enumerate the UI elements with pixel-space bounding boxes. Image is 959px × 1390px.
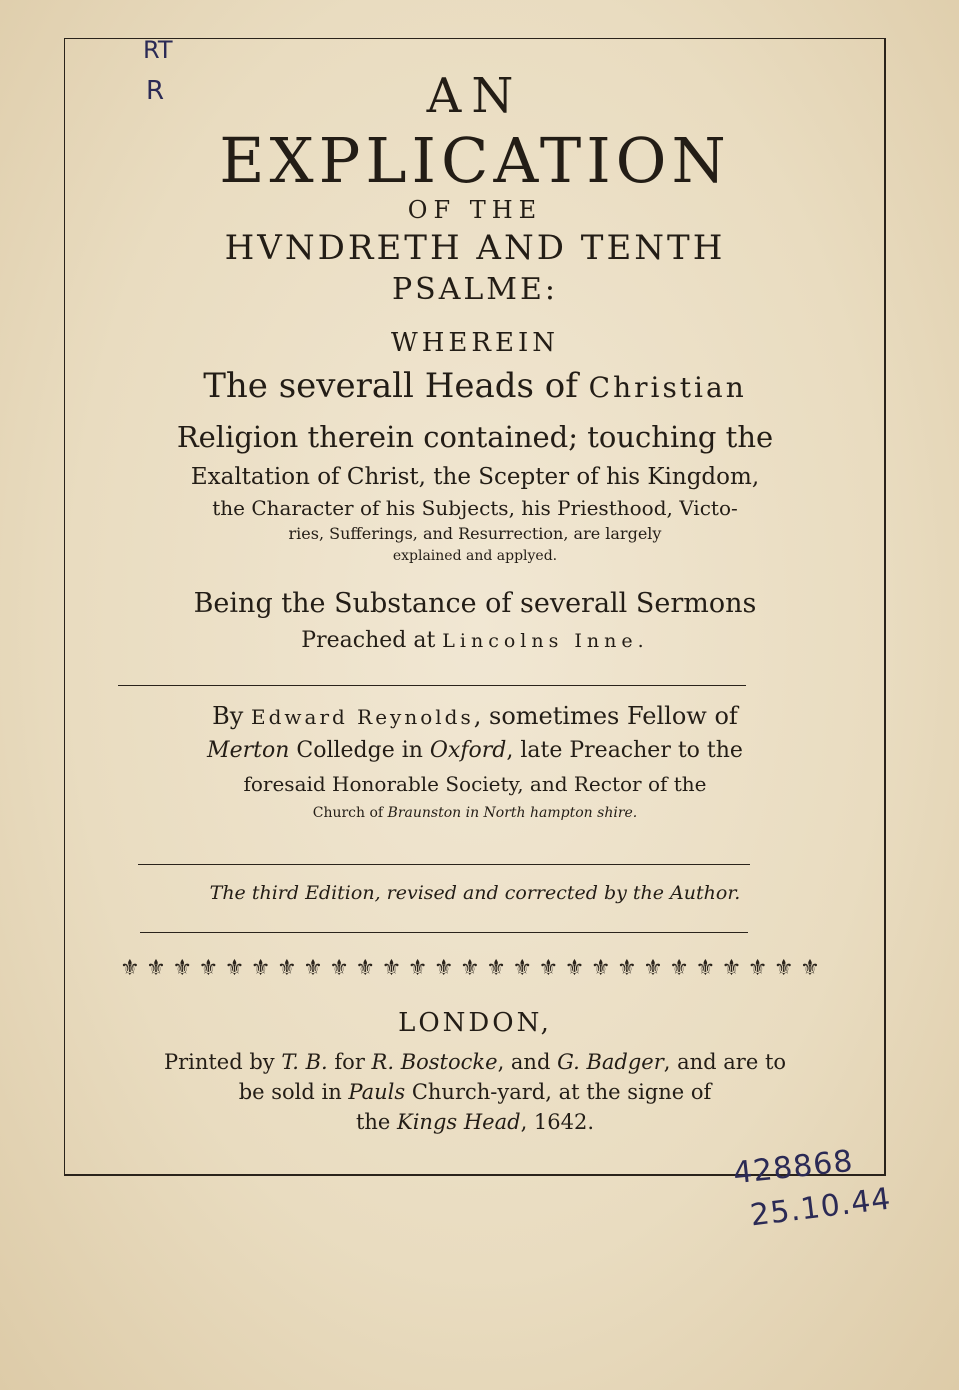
subtitle-line-1 [64, 366, 886, 406]
fleuron-icon: ⚜ [329, 956, 349, 981]
title-line-hundreth: HVNDRETH AND TENTH [224, 228, 726, 268]
subtitle-line-4: the Character of his Subjects, his Priesthood, Victo- [212, 496, 738, 520]
imprint-line-2 [64, 1080, 886, 1104]
imprint-badger: G. Badger [557, 1050, 664, 1074]
divider-2 [138, 864, 750, 865]
imprint-church-yard: Church-yard, at the signe of [405, 1080, 712, 1104]
author-line-3: foresaid Honorable Society, and Rector of the [243, 772, 707, 796]
sermons-line-2 [64, 628, 886, 653]
fleuron-icon: ⚜ [198, 956, 219, 981]
imprint-are-to: , and are to [663, 1050, 787, 1074]
handwritten-mark-rt: RT [143, 36, 173, 64]
imprint-bostocke: R. Bostocke [371, 1050, 498, 1074]
fleuron-icon: ⚜ [747, 956, 768, 981]
imprint-pauls: Pauls [348, 1080, 406, 1104]
imprint-and: , and [497, 1050, 558, 1074]
ornament-row [120, 958, 820, 980]
fleuron-icon: ⚜ [695, 956, 716, 981]
imprint-printer: T. B. [281, 1050, 328, 1074]
title-line-explication: EXPLICATION [219, 124, 731, 197]
fleuron-icon: ⚜ [433, 956, 454, 981]
fleuron-icon: ⚜ [721, 956, 742, 981]
author-line-2 [64, 738, 886, 763]
fleuron-icon: ⚜ [172, 956, 193, 981]
fleuron-icon: ⚜ [355, 956, 376, 981]
author-line-4 [64, 805, 886, 821]
title-line-of-the: OF THE [407, 196, 543, 224]
author-merton: Merton [207, 738, 290, 763]
author-colledge: Colledge in [289, 738, 430, 763]
fleuron-icon: ⚜ [773, 956, 794, 981]
author-braunston: Braunston in North hampton shire. [387, 805, 638, 821]
catalog-number: 428868 [731, 1143, 856, 1192]
subtitle-christian: Christian [588, 371, 747, 404]
sermons-line-1: Being the Substance of severall Sermons [193, 588, 757, 619]
fleuron-icon: ⚜ [146, 956, 166, 981]
imprint-the: the [355, 1110, 398, 1134]
subtitle-line-1-text: The severall Heads of [203, 366, 589, 406]
sermons-lincolns-inne: Lincolns Inne. [442, 630, 649, 652]
subtitle-wherein: WHEREIN [391, 328, 559, 358]
imprint-city: LONDON, [398, 1008, 552, 1038]
fleuron-icon: ⚜ [303, 956, 323, 981]
author-by: By [212, 702, 251, 730]
fleuron-icon: ⚜ [460, 956, 480, 981]
fleuron-icon: ⚜ [120, 956, 140, 981]
fleuron-icon: ⚜ [224, 956, 245, 981]
imprint-year: , 1642. [520, 1110, 595, 1134]
imprint-kings-head: Kings Head [397, 1110, 521, 1134]
fleuron-icon: ⚜ [800, 956, 820, 981]
fleuron-icon: ⚜ [486, 956, 506, 981]
edition-line: The third Edition, revised and corrected by the Author. [209, 882, 741, 904]
fleuron-icon: ⚜ [538, 956, 559, 981]
fleuron-icon: ⚜ [512, 956, 533, 981]
imprint-line-3 [64, 1110, 886, 1134]
author-line-1 [64, 702, 886, 730]
fleuron-icon: ⚜ [590, 956, 611, 981]
title-line-an: AN [426, 68, 524, 124]
fleuron-icon: ⚜ [669, 956, 690, 981]
fleuron-icon: ⚜ [564, 956, 585, 981]
handwritten-mark-r: R [146, 76, 165, 106]
fleuron-icon: ⚜ [276, 956, 297, 981]
imprint-line-1 [64, 1050, 886, 1074]
author-name: Edward Reynolds [251, 705, 474, 729]
fleuron-icon: ⚜ [407, 956, 428, 981]
author-oxford: Oxford [429, 738, 507, 763]
subtitle-line-5: ries, Sufferings, and Resurrection, are largely [288, 524, 662, 543]
fleuron-icon: ⚜ [381, 956, 402, 981]
imprint-for: for [327, 1050, 372, 1074]
sermons-line-2-text: Preached at [301, 628, 443, 653]
author-preacher: , late Preacher to the [506, 738, 743, 763]
imprint-sold-in: be sold in [238, 1080, 349, 1104]
catalog-date: 25.10.44 [748, 1181, 894, 1234]
author-church: Church of [312, 805, 388, 821]
subtitle-line-3: Exaltation of Christ, the Scepter of his Kingdom, [190, 464, 760, 490]
subtitle-line-6: explained and applyed. [392, 548, 558, 564]
fleuron-icon: ⚜ [616, 956, 637, 981]
divider-3 [140, 932, 748, 933]
fleuron-icon: ⚜ [643, 956, 663, 981]
author-fellow: , sometimes Fellow of [473, 702, 738, 730]
title-line-psalme: PSALME: [391, 272, 559, 307]
fleuron-icon: ⚜ [250, 956, 271, 981]
divider-1 [118, 685, 746, 686]
subtitle-line-2: Religion therein contained; touching the [176, 420, 774, 454]
imprint-printed-by: Printed by [163, 1050, 282, 1074]
